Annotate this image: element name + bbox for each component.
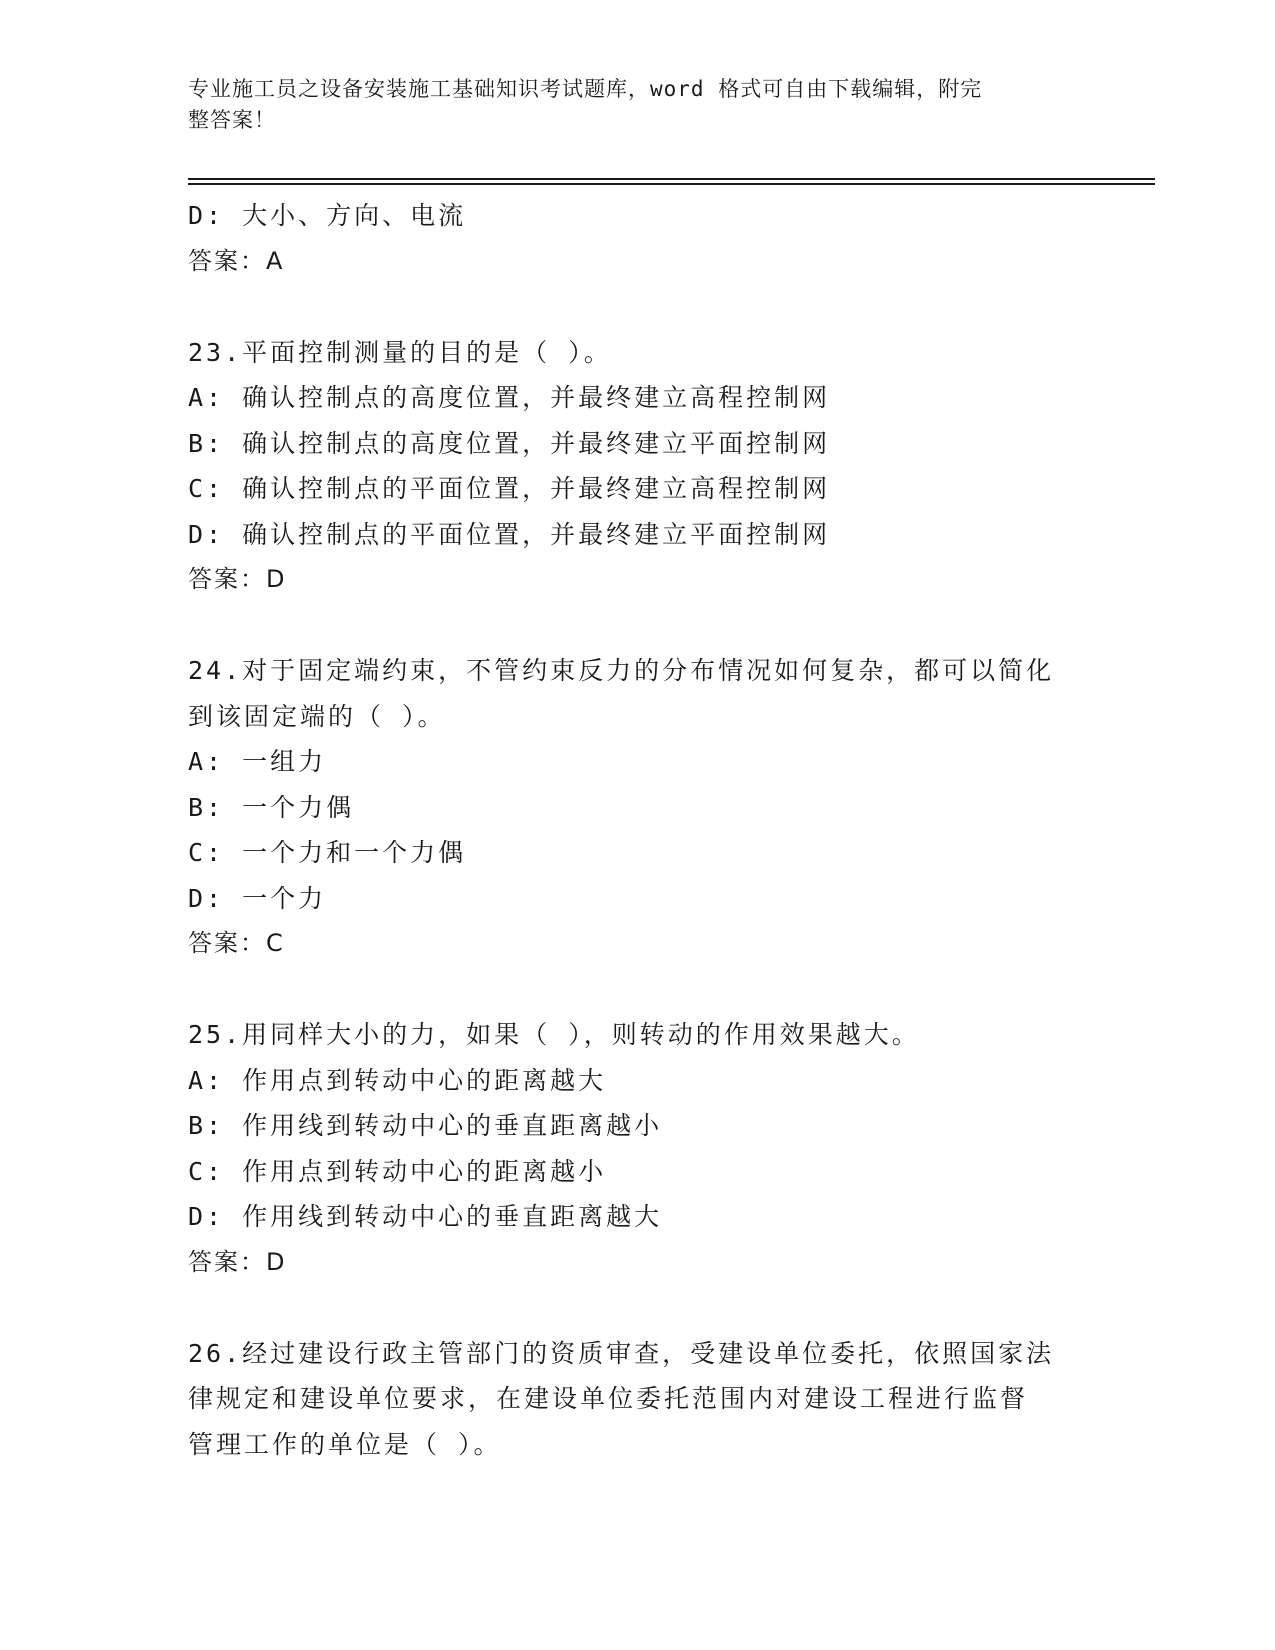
question-stem-26-line-2: 律规定和建设单位要求，在建设单位委托范围内对建设工程进行监督 xyxy=(188,1384,1029,1413)
option-a-q23: A: 确认控制点的高度位置，并最终建立高程控制网 xyxy=(188,383,831,412)
question-stem-26-line-3: 管理工作的单位是（ ）。 xyxy=(188,1429,502,1459)
option-b-q24: B: 一个力偶 xyxy=(188,792,355,822)
option-b-q25: B: 作用线到转动中心的垂直距离越小 xyxy=(188,1111,663,1140)
question-stem-25: 25.用同样大小的力，如果（ ），则转动的作用效果越大。 xyxy=(188,1020,920,1049)
answer-q24: 答案：C xyxy=(188,929,285,957)
question-stem-23: 23.平面控制测量的目的是（ ）。 xyxy=(188,337,612,367)
answer-q23: 答案：D xyxy=(188,565,287,593)
header-divider-top xyxy=(188,178,1155,180)
header-title-line-2: 整答案！ xyxy=(188,108,276,132)
option-d-q25: D: 作用线到转动中心的垂直距离越大 xyxy=(188,1202,663,1231)
answer-q25: 答案：D xyxy=(188,1247,287,1276)
option-d-q22: D: 大小、方向、电流 xyxy=(188,201,467,230)
spacer xyxy=(188,284,1088,330)
question-stem-24-line-1: 24.对于固定端约束，不管约束反力的分布情况如何复杂，都可以简化 xyxy=(188,656,1055,685)
question-content xyxy=(188,193,1088,1467)
option-d-q24: D: 一个力 xyxy=(188,883,327,913)
option-a-q25: A: 作用点到转动中心的距离越大 xyxy=(188,1065,607,1095)
option-d-q23: D: 确认控制点的平面位置，并最终建立平面控制网 xyxy=(188,519,831,549)
option-c-q25: C: 作用点到转动中心的距离越小 xyxy=(188,1156,607,1186)
question-stem-26-line-1: 26.经过建设行政主管部门的资质审查，受建设单位委托，依照国家法 xyxy=(188,1338,1055,1368)
spacer xyxy=(188,967,1088,1013)
option-a-q24: A: 一组力 xyxy=(188,747,327,776)
option-c-q24: C: 一个力和一个力偶 xyxy=(188,838,467,867)
page-header xyxy=(188,74,1078,136)
header-divider-bottom xyxy=(188,183,1155,185)
option-b-q23: B: 确认控制点的高度位置，并最终建立平面控制网 xyxy=(188,428,831,458)
header-title-line-1: 专业施工员之设备安装施工基础知识考试题库，word 格式可自由下载编辑，附完 xyxy=(188,77,983,101)
spacer xyxy=(188,1285,1088,1331)
spacer xyxy=(188,603,1088,649)
question-stem-24-line-2: 到该固定端的（ ）。 xyxy=(188,701,446,731)
option-c-q23: C: 确认控制点的平面位置，并最终建立高程控制网 xyxy=(188,474,831,503)
answer-q22: 答案：A xyxy=(188,246,285,275)
